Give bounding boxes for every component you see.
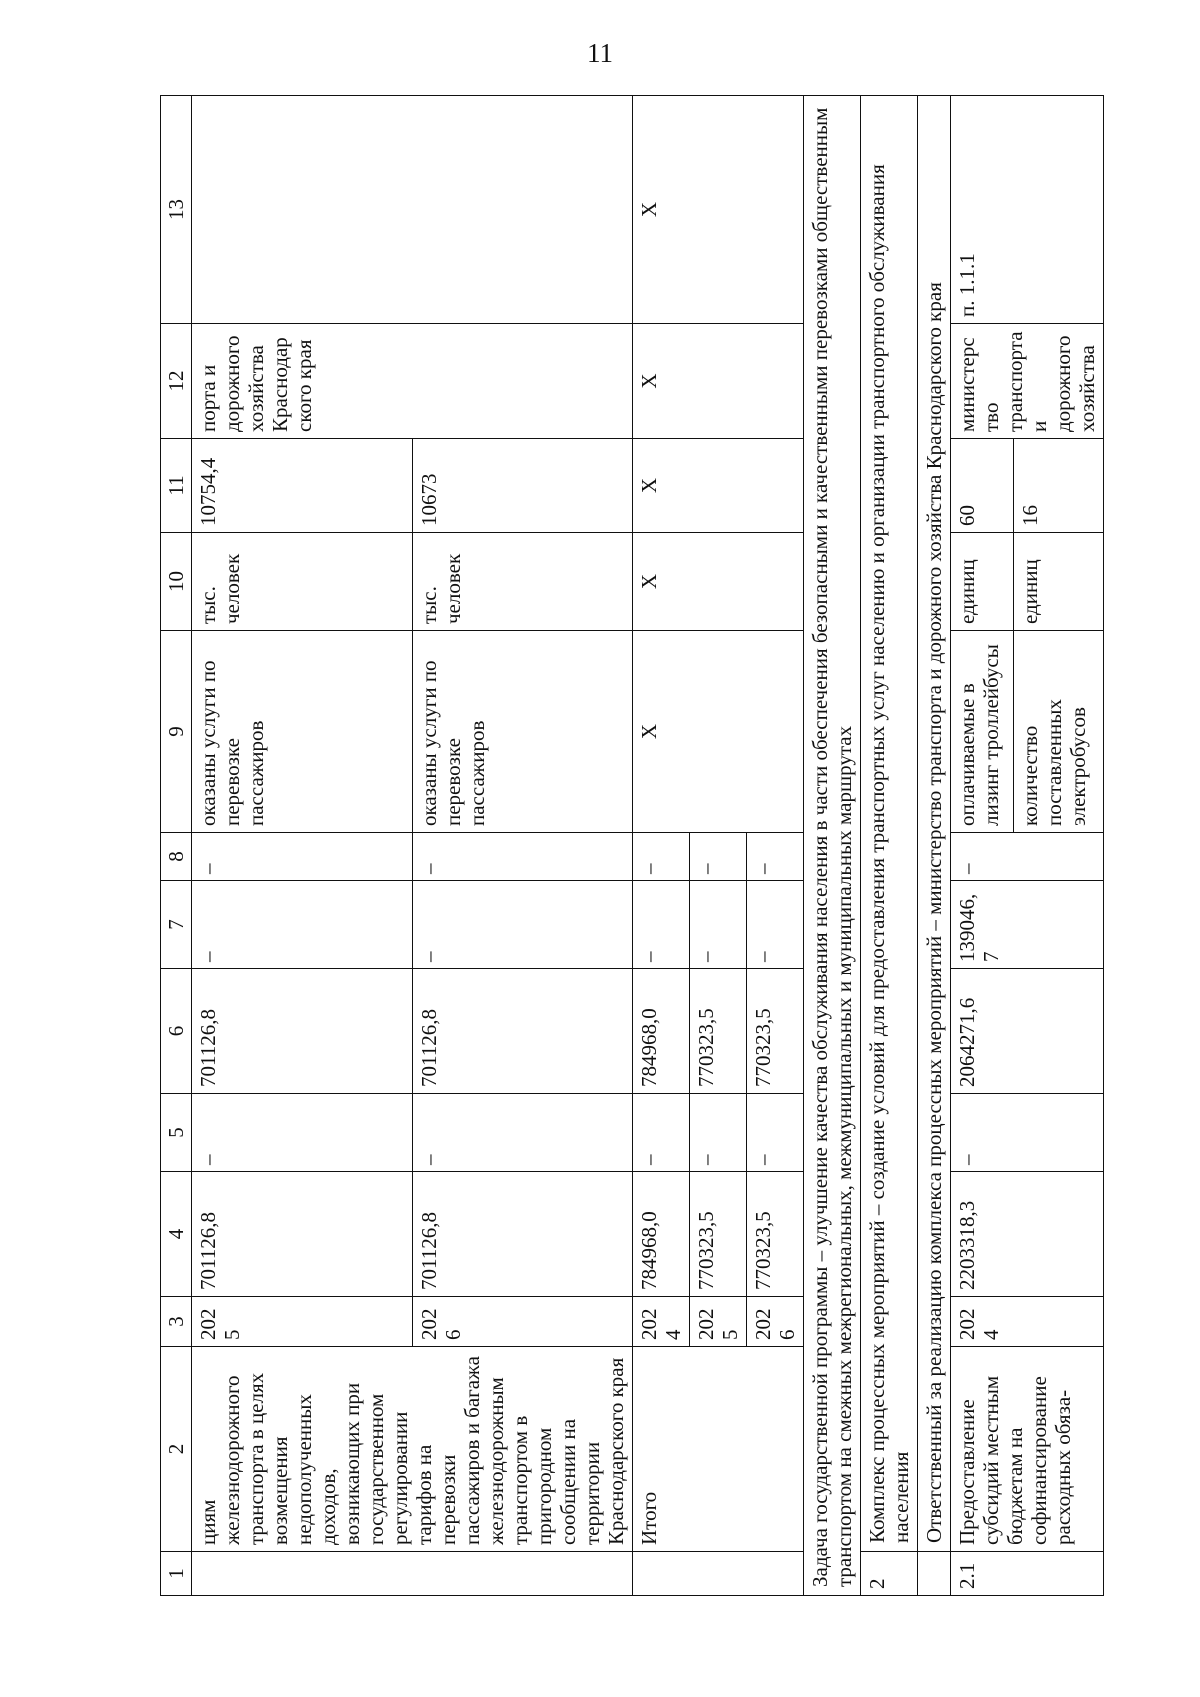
header-row xyxy=(161,96,192,1596)
cell-value: – xyxy=(412,1094,633,1172)
header-cell: 10 xyxy=(161,533,192,631)
cell-ref xyxy=(192,96,633,324)
cell-num xyxy=(192,1552,633,1596)
cell-unit: единиц xyxy=(951,533,1014,631)
program-task: Задача государственной программы – улучшение качества обслуживания населения в части обеспечения безопасными и качественными перевозками общественным транспортом на смежных межрегиональных, межмуниципальных и муниципальных маршрутах xyxy=(804,96,861,1596)
section-responsible: Ответственный за реализацию комплекса процессных мероприятий – министерство транспорта и дорожного хозяйства Краснодарского края xyxy=(918,96,951,1552)
cell-value: 16 xyxy=(1014,439,1104,533)
responsible-cell: министерство транспорта и дорожного хозяйства xyxy=(951,324,1104,439)
table-row xyxy=(192,96,413,1596)
section-title: Комплекс процессных мероприятий – создание условий для предоставления транспортных услуг населению и организации транспортного обслуживания населения xyxy=(861,96,918,1552)
cell-value: – xyxy=(192,1094,413,1172)
cell-unit: тыс. человек xyxy=(192,533,413,631)
itogo-label: Итого xyxy=(633,1347,804,1552)
cell-value: – xyxy=(690,1094,747,1172)
cell-value: – xyxy=(633,833,690,881)
cell-value: – xyxy=(412,881,633,969)
cell-value: 701126,8 xyxy=(412,1172,633,1297)
cell-value: 784968,0 xyxy=(633,1172,690,1297)
cell-year: 2024 xyxy=(951,1297,1104,1347)
cell-x: Х xyxy=(633,533,804,631)
cell-indicator: количество поставленных электробусов xyxy=(1014,631,1104,833)
header-cell: 1 xyxy=(161,1552,192,1596)
header-cell: 7 xyxy=(161,881,192,969)
cell-num xyxy=(633,1552,804,1596)
page-number: 11 xyxy=(587,38,613,68)
cell-indicator: оплачиваемые в лизинг троллейбусы xyxy=(951,631,1014,833)
cell-unit: единиц xyxy=(1014,533,1104,631)
cell-value: – xyxy=(951,833,1104,881)
cell-value: 139046,7 xyxy=(951,881,1104,969)
cell-value: – xyxy=(951,1094,1104,1172)
section-responsible-row xyxy=(918,96,951,1596)
cell-value: 784968,0 xyxy=(633,969,690,1094)
header-cell: 11 xyxy=(161,439,192,533)
cell-indicator: оказаны услуги по перевозке пассажиров xyxy=(412,631,633,833)
cell-value: 701126,8 xyxy=(412,969,633,1094)
section-number: 2 xyxy=(861,1552,918,1596)
row-number: 2.1 xyxy=(951,1552,1104,1596)
measure-name: циям железнодорожного транспорта в целях возмещения недополученных доходов, возникающих при государственном регулировании тарифов на перевозки пассажиров и багажа железнодорожным транспортом в пригородном сообщении на территории Краснодарского края xyxy=(192,1347,633,1552)
header-cell: 2 xyxy=(161,1347,192,1552)
cell-ref: п. 1.1.1 xyxy=(951,96,1104,324)
cell-value: 770323,5 xyxy=(690,1172,747,1297)
cell-value: 701126,8 xyxy=(192,969,413,1094)
cell-x: Х xyxy=(633,631,804,833)
cell-value: 770323,5 xyxy=(747,1172,804,1297)
cell-value: – xyxy=(747,833,804,881)
cell-value: 770323,5 xyxy=(747,969,804,1094)
cell-unit: тыс. человек xyxy=(412,533,633,631)
header-cell: 4 xyxy=(161,1172,192,1297)
cell-year: 2025 xyxy=(690,1297,747,1347)
itogo-row xyxy=(633,96,690,1596)
cell-year: 2026 xyxy=(412,1297,633,1347)
cell-value: – xyxy=(192,833,413,881)
cell-x: Х xyxy=(633,96,804,324)
cell-value: – xyxy=(412,833,633,881)
cell-value: – xyxy=(690,833,747,881)
header-cell: 9 xyxy=(161,631,192,833)
cell-value: – xyxy=(192,881,413,969)
measure-name: Предоставление субсидий местным бюджетам на софинансирование расходных обяза- xyxy=(951,1347,1104,1552)
cell-year: 2024 xyxy=(633,1297,690,1347)
header-cell: 5 xyxy=(161,1094,192,1172)
cell-num xyxy=(918,1552,951,1596)
cell-value: 10754,4 xyxy=(192,439,413,533)
header-cell: 12 xyxy=(161,324,192,439)
cell-value: 2064271,6 xyxy=(951,969,1104,1094)
header-cell: 3 xyxy=(161,1297,192,1347)
cell-x: Х xyxy=(633,324,804,439)
rotated-table-container xyxy=(160,96,1103,1596)
header-cell: 8 xyxy=(161,833,192,881)
table-row xyxy=(951,96,1014,1596)
cell-x: Х xyxy=(633,439,804,533)
cell-value: – xyxy=(633,881,690,969)
header-cell: 6 xyxy=(161,969,192,1094)
cell-value: 770323,5 xyxy=(690,969,747,1094)
section-row xyxy=(861,96,918,1596)
cell-value: – xyxy=(690,881,747,969)
header-cell: 13 xyxy=(161,96,192,324)
cell-value: 60 xyxy=(951,439,1014,533)
program-table xyxy=(160,95,1104,1596)
cell-indicator: оказаны услуги по перевозке пассажиров xyxy=(192,631,413,833)
cell-value: 701126,8 xyxy=(192,1172,413,1297)
cell-value: – xyxy=(747,881,804,969)
cell-value: 2203318,3 xyxy=(951,1172,1104,1297)
cell-value: – xyxy=(633,1094,690,1172)
cell-value: – xyxy=(747,1094,804,1172)
cell-year: 2025 xyxy=(192,1297,413,1347)
cell-value: 10673 xyxy=(412,439,633,533)
cell-year: 2026 xyxy=(747,1297,804,1347)
responsible-cell: порта и дорожного хозяйства Краснодарского края xyxy=(192,324,633,439)
task-row xyxy=(804,96,861,1596)
